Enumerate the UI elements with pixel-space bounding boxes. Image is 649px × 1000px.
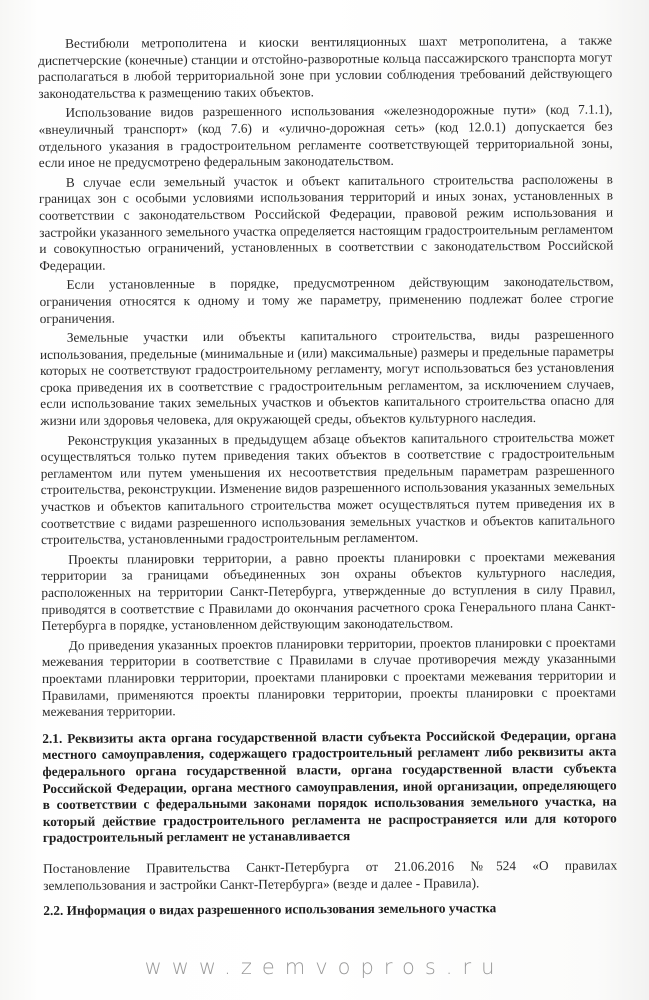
paragraph-planning-projects: Проекты планировки территории, а равно проекты планировки с проектами межевания территории за границами объединенных зон охраны объектов культурного наследия, расположенных на территории Санкт-Петербурга, утвержденные до вступления в силу Правил, приводятся в соответствие с Правилами до окончания расчетного срока Генерального плана Санкт-Петербурга в порядке, установленном действующим законодательством. [41,548,616,634]
paragraph-special-zones: В случае если земельный участок и объект капитального строительства расположены в границах зон с особыми условиями использования территорий и иных зонах, установленных в соответствии с законодательством Российской Федерации, правовой режим использования и застройки указанного земельного участка определяется настоящим градостроительным регламентом и совокупностью ограничений, установленных в соответствии с законодательством Российской Федерации. [38,171,614,273]
paragraph-nonconforming-plots: Земельные участки или объекты капитального строительства, виды разрешенного использования, предельные (минимальные и (или) максимальные) размеры и предельные параметры которых не соответствуют градостроительному регламенту, могут использоваться без установления срока приведения их в соответствие с градостроительным регламентом, за исключением случаев, если использование таких земельных участков и объектов капитального строительства опасно для жизни или здоровья человека, для окружающей среды, объектов культурного наследия. [39,326,615,429]
section-2-2-heading: 2.2. Информация о видах разрешенного использования земельного участка [43,900,497,919]
watermark: www.zemvopros.ru [144,955,505,979]
paragraph-metro-vestibules: Вестибюли метрополитена и киоски вентиляционных шахт метрополитена, а также диспетчерские (конечные) станции и отстойно-разворотные кольца пассажирского транспорта могут располагаться в любой территориальной зоне при условии соблюдения требований действующего законодательства к размещению таких объектов. [38,32,613,101]
section-2-1-body: Постановление Правительства Санкт-Петербурга от 21.06.2016 №524 «О правилах землепользования и застройки Санкт-Петербурга» (везде и далее - Правила). [43,857,618,893]
paragraph-permitted-use-codes: Использование видов разрешенного использования «железнодорожные пути» (код 7.1.1), «внеуличный транспорт» (код 7.6) и «улично-дорожная сеть» (код 12.0.1) допускается без отдельного указания в градостроительном регламенте соответствующей территориальной зоны, если иное не предусмотрено федеральным законодательством. [38,101,613,171]
document-body [38,32,617,919]
paragraph-contradictions: До приведения указанных проектов планировки территории, проектов планировки с проектами межевания территории в соответствие с Правилами в случае противоречия между указанными проектами планировки территории, проектами планировки с проектами межевания территории и Правилами, применяются проекты планировки территории, проекты планировки с проектами межевания территории. [41,634,617,720]
paragraph-strict-restrictions: Если установленные в порядке, предусмотренном действующим законодательством, ограничения относятся к одному и тому же параметру, применению подлежат более строгие ограничения. [39,273,614,326]
paragraph-reconstruction: Реконструкция указанных в предыдущем абзаце объектов капитального строительства может осуществляться только путем приведения таких объектов в соответствие с градостроительным регламентом или путем уменьшения их несоответствия предельным параметрам разрешенного строительства, реконструкции. Изменение видов разрешенного использования указанных земельных участков и объектов капитального строительства может осуществляться путем приведения их в соответствие с видами разрешенного использования земельных участков и объектов капитального строительства, установленными градостроительным регламентом. [40,429,616,548]
section-2-1-heading: 2.1. Реквизиты акта органа государственной власти субъекта Российской Федерации, органа местного самоуправления, содержащего градостроительный регламент либо реквизиты акта федерального органа государственной власти, органа государственной власти субъекта Российской Федерации, органа местного самоуправления, иной организации, определяющего в соответствии с федеральными законами порядок использования земельного участка, на который действие градостроительного регламента не распространяется или для которого градостроительный регламент не устанавливается [42,727,617,846]
